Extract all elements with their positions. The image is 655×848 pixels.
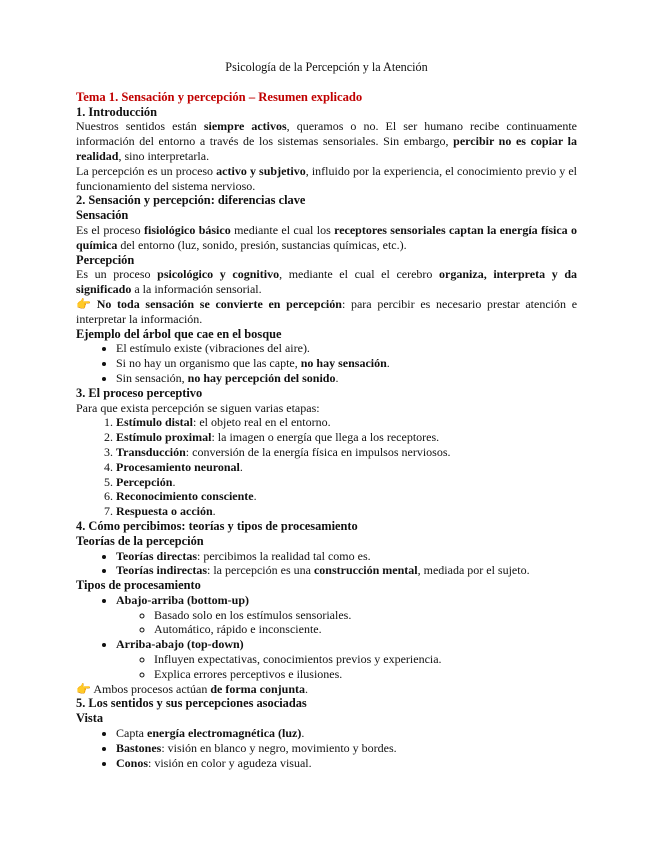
bold-text: no hay sensación bbox=[300, 356, 387, 371]
text-run: . bbox=[172, 474, 176, 489]
text-run: La percepción es un proceso bbox=[76, 163, 217, 178]
text-run: : conversión de la energía física en impulsos nerviosos. bbox=[185, 444, 451, 459]
bold-text: de forma conjunta bbox=[210, 681, 305, 696]
bold-text: Conos bbox=[116, 755, 149, 770]
sub-list-item: ◦ Basado solo en los estímulos sensoriales. bbox=[154, 608, 577, 623]
bold-text: Teorías indirectas bbox=[116, 563, 208, 578]
text-run: . bbox=[253, 489, 257, 504]
backhand-index-pointing-right-icon: 👉 bbox=[76, 681, 91, 696]
text-run: : la percepción es una bbox=[207, 563, 314, 578]
text-run: , mediante el cual el cerebro bbox=[279, 267, 440, 282]
text-run: del entorno (luz, sonido, presión, sustancias químicas, etc.). bbox=[117, 237, 407, 252]
sub-list-item: ◦ Automático, rápido e inconsciente. bbox=[154, 622, 577, 637]
bold-text: percibir no es copiar la realidad bbox=[76, 134, 577, 163]
bold-text: activo y subjetivo bbox=[216, 163, 306, 178]
list-item bbox=[116, 563, 577, 578]
proceso-intro: Para que exista percepción se siguen varias etapas: bbox=[76, 400, 320, 415]
text-run: , influido por la experiencia, el conocimiento previo y el funcionamiento del sistema nervioso. bbox=[76, 163, 577, 193]
list-item bbox=[116, 341, 577, 356]
bold-text: Estímulo distal bbox=[116, 415, 194, 430]
sub-list bbox=[116, 608, 577, 638]
text-run: : visión en color y agudeza visual. bbox=[148, 755, 312, 770]
text-run: . bbox=[239, 459, 243, 474]
document-body bbox=[76, 60, 577, 770]
sub-list bbox=[116, 652, 577, 682]
proceso-steps-list bbox=[76, 415, 577, 519]
note-text bbox=[93, 682, 308, 696]
list-item bbox=[116, 489, 577, 504]
bold-text: psicológico y cognitivo bbox=[157, 267, 280, 282]
intro-paragraph-2 bbox=[76, 164, 577, 194]
tema-title: Tema 1. Sensación y percepción – Resumen explicado bbox=[76, 89, 363, 104]
list-item bbox=[116, 504, 577, 519]
list-item bbox=[116, 756, 577, 771]
sub-list-item: ◦ Influyen expectativas, conocimientos previos y experiencia. bbox=[154, 652, 577, 667]
text-run: , sino interpretarla. bbox=[118, 148, 210, 163]
section-heading-como-percibimos: 4. Cómo percibimos: teorías y tipos de procesamiento bbox=[76, 518, 358, 533]
bold-text: Estímulo proximal bbox=[116, 430, 212, 445]
note-paragraph-procesos bbox=[76, 682, 577, 697]
section-heading-proceso-perceptivo: 3. El proceso perceptivo bbox=[76, 385, 203, 400]
section-heading-sensacion-percepcion: 2. Sensación y percepción: diferencias clave bbox=[76, 193, 306, 208]
document-header: Psicología de la Percepción y la Atención bbox=[225, 60, 428, 74]
text-run: Capta bbox=[116, 726, 147, 741]
text-run: , mediada por el sujeto. bbox=[417, 563, 530, 578]
list-item bbox=[116, 356, 577, 371]
teorias-list bbox=[76, 549, 577, 579]
subheading-percepcion: Percepción bbox=[76, 252, 135, 267]
note-text bbox=[76, 297, 577, 326]
text-run: mediante el cual los bbox=[230, 222, 335, 237]
list-item-bottom-up bbox=[116, 593, 577, 637]
text-run: Es el proceso bbox=[76, 222, 145, 237]
section-heading-introduccion: 1. Introducción bbox=[76, 104, 158, 119]
bold-text: Reconocimiento consciente bbox=[116, 489, 254, 504]
list-item bbox=[116, 726, 577, 741]
text-run: El estímulo existe (vibraciones del aire). bbox=[116, 341, 310, 356]
bold-text: siempre activos bbox=[203, 119, 287, 134]
subheading-vista: Vista bbox=[76, 711, 104, 726]
bold-text: construcción mental bbox=[313, 563, 418, 578]
text-run: . bbox=[301, 726, 305, 741]
bold-text: fisiológico básico bbox=[144, 222, 231, 237]
tipo-label: Abajo-arriba (bottom-up) bbox=[116, 592, 249, 607]
tipo-label: Arriba-abajo (top-down) bbox=[116, 637, 244, 652]
text-run: . bbox=[305, 681, 308, 696]
intro-paragraph-1 bbox=[76, 119, 577, 163]
bold-text: No toda sensación se convierte en percepción bbox=[96, 296, 342, 311]
list-item bbox=[116, 741, 577, 756]
sensacion-paragraph bbox=[76, 223, 577, 253]
list-item bbox=[116, 415, 577, 430]
text-run: , queramos o no. El ser humano recibe continuamente información del entorno a través de los sistemas sensoriales. Sin embargo, bbox=[76, 119, 578, 149]
list-item bbox=[116, 371, 577, 386]
text-run: . bbox=[386, 356, 390, 371]
bold-text: receptores sensoriales captan la energía física o química bbox=[76, 222, 578, 252]
percepcion-paragraph bbox=[76, 267, 577, 297]
text-run: : el objeto real en el entorno. bbox=[193, 415, 331, 430]
list-item bbox=[116, 475, 577, 490]
bold-text: Procesamiento neuronal bbox=[116, 459, 240, 474]
text-run: Es un proceso bbox=[76, 267, 158, 282]
text-run: : la imagen o energía que llega a los receptores. bbox=[211, 430, 440, 445]
subheading-ejemplo-arbol: Ejemplo del árbol que cae en el bosque bbox=[76, 326, 282, 341]
backhand-index-pointing-right-icon: 👉 bbox=[76, 296, 91, 311]
example-list bbox=[76, 341, 577, 385]
sub-list-item: ◦ Explica errores perceptivos e ilusiones. bbox=[154, 667, 577, 682]
section-heading-sentidos: 5. Los sentidos y sus percepciones asociadas bbox=[76, 696, 307, 711]
subheading-teorias: Teorías de la percepción bbox=[76, 533, 204, 548]
text-run: Si no hay un organismo que las capte, bbox=[116, 356, 301, 371]
bold-text: organiza, interpreta y da significado bbox=[76, 267, 577, 297]
text-run: : percibimos la realidad tal como es. bbox=[197, 548, 371, 563]
text-run: . bbox=[212, 504, 216, 519]
bold-text: Teorías directas bbox=[116, 548, 197, 563]
text-run: Ambos procesos actúan bbox=[93, 681, 211, 696]
bold-text: Transducción bbox=[116, 444, 186, 459]
bold-text: Respuesta o acción bbox=[116, 504, 213, 519]
bold-text: Bastones bbox=[116, 740, 162, 755]
text-run: Nuestros sentidos están bbox=[76, 119, 204, 134]
text-run: : para percibir es necesario prestar atención e interpretar la información. bbox=[76, 296, 578, 326]
list-item bbox=[116, 549, 577, 564]
bold-text: Percepción bbox=[116, 474, 173, 489]
subheading-tipos-procesamiento: Tipos de procesamiento bbox=[76, 578, 201, 593]
list-item bbox=[116, 445, 577, 460]
text-run: : visión en blanco y negro, movimiento y bordes. bbox=[161, 740, 397, 755]
text-run: . bbox=[335, 370, 339, 385]
text-run: Sin sensación, bbox=[116, 370, 188, 385]
note-paragraph-sensacion bbox=[76, 297, 577, 327]
list-item bbox=[116, 430, 577, 445]
subheading-sensacion: Sensación bbox=[76, 208, 129, 223]
text-run: a la información sensorial. bbox=[131, 282, 262, 297]
tipos-list bbox=[76, 593, 577, 682]
bold-text: energía electromagnética (luz) bbox=[147, 726, 302, 741]
list-item bbox=[116, 460, 577, 475]
list-item-top-down bbox=[116, 637, 577, 681]
vista-list bbox=[76, 726, 577, 770]
bold-text: no hay percepción del sonido bbox=[187, 370, 336, 385]
